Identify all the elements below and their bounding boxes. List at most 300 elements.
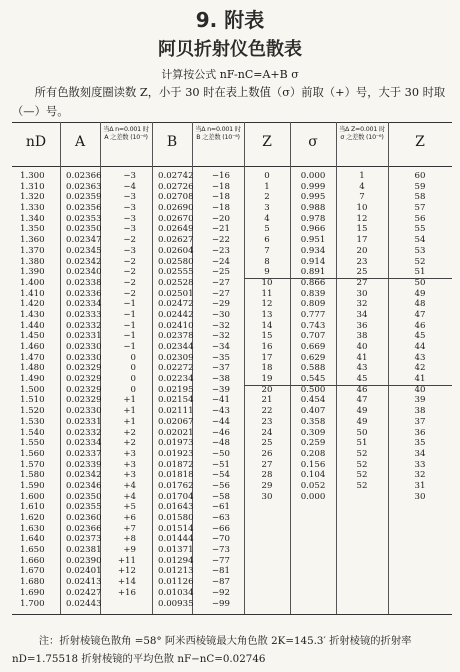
table-cell: −3 <box>123 224 136 235</box>
table-cell: 1.560 <box>20 448 45 459</box>
table-cell: 0.02443 <box>66 598 102 609</box>
table-cell: 0.01973 <box>158 438 194 449</box>
table-cell: 4 <box>264 213 270 224</box>
table-cell: 1.520 <box>20 406 45 417</box>
instruction-text: 所有色散刻度圈读数 Z，小于 30 时在表上数值（σ）前取（+）号，大于 30 时取（—）号。 <box>12 86 446 118</box>
table-cell: 0.999 <box>300 181 326 192</box>
table-cell: +12 <box>117 566 136 577</box>
table-cell: 1.620 <box>20 513 45 523</box>
header-sigma: σ <box>308 134 318 150</box>
table-cell: 49 <box>356 406 368 417</box>
table-cell: 0.02472 <box>158 299 194 310</box>
table-cell: +3 <box>123 470 136 481</box>
table-cell: 29 <box>261 480 273 491</box>
table-cell: 54 <box>414 235 426 246</box>
table-cell: 0.01213 <box>158 566 194 577</box>
table-cell: −32 <box>211 331 230 342</box>
table-cell: 0.02555 <box>158 267 194 278</box>
table-cell: 0.02195 <box>158 384 194 395</box>
table-cell: −34 <box>211 342 230 352</box>
table-cell: 0.02331 <box>66 331 102 342</box>
table-cell: 0.01294 <box>158 555 194 566</box>
table-cell: 1.570 <box>20 459 45 470</box>
table-cell: 0.02742 <box>158 171 194 181</box>
table-cell: 52 <box>414 256 426 267</box>
table-cell: 27 <box>261 459 273 470</box>
table-cell: +8 <box>123 534 136 545</box>
table-cell: 0.891 <box>300 267 326 278</box>
table-cell: 1.470 <box>20 352 45 363</box>
table-cell: 36 <box>414 427 426 438</box>
table-cell: 0.01514 <box>158 523 194 534</box>
table-cell: 0.966 <box>300 224 326 235</box>
table-cell: 0.743 <box>300 320 326 331</box>
table-cell: 0.02329 <box>66 363 102 374</box>
table-cell: −1 <box>123 331 136 342</box>
table-cell: 8 <box>264 256 270 267</box>
table-cell: 0.02413 <box>66 577 102 588</box>
table-cell: 1.670 <box>20 566 45 577</box>
table-cell: −32 <box>211 320 230 331</box>
table-cell: 0.02442 <box>158 309 194 320</box>
table-cell: 60 <box>414 171 426 181</box>
table-cell: −81 <box>211 566 230 577</box>
table-cell: 37 <box>414 416 426 427</box>
table-cell: 0.934 <box>300 245 326 256</box>
table-cell: 0.839 <box>300 288 326 299</box>
table-cell: 0.02342 <box>66 470 102 481</box>
group-separator <box>244 385 452 386</box>
table-cell: 1.390 <box>20 267 45 278</box>
table-cell: 32 <box>356 299 368 310</box>
table-cell: 1.360 <box>20 235 45 246</box>
table-top-rule <box>12 122 452 123</box>
table-cell: 10 <box>356 203 368 214</box>
column-divider <box>60 122 61 614</box>
table-cell: −1 <box>123 320 136 331</box>
table-cell: −30 <box>211 309 230 320</box>
table-cell: 0 <box>130 384 136 395</box>
table-cell: 0.707 <box>300 331 326 342</box>
column-b <box>158 171 192 609</box>
column-divider <box>152 122 153 614</box>
table-cell: 0 <box>130 363 136 374</box>
table-cell: −29 <box>211 299 230 310</box>
table-cell: −23 <box>211 245 230 256</box>
table-cell: 0.669 <box>300 342 326 352</box>
table-cell: 0.02427 <box>66 587 102 598</box>
table-cell: 1.580 <box>20 470 45 481</box>
table-cell: 0.02350 <box>66 224 102 235</box>
table-cell: 0.02501 <box>158 288 194 299</box>
table-cell: 1.530 <box>20 416 45 427</box>
table-cell: +6 <box>123 513 136 523</box>
table-cell: 38 <box>356 331 368 342</box>
table-cell: 1.300 <box>20 171 45 181</box>
table-cell: 1.490 <box>20 374 45 385</box>
table-cell: 1.320 <box>20 192 45 203</box>
table-cell: +1 <box>123 395 136 406</box>
table-cell: 32 <box>414 470 426 481</box>
table-cell: −50 <box>211 448 230 459</box>
table-cell: 0.01580 <box>158 513 194 523</box>
table-cell: −54 <box>211 470 230 481</box>
column-sigma <box>290 171 336 502</box>
table-cell: 1.630 <box>20 523 45 534</box>
table-cell: 25 <box>261 438 273 449</box>
table-cell: 1.370 <box>20 245 45 256</box>
table-cell: 0.02338 <box>66 277 102 288</box>
table-cell: +11 <box>117 555 136 566</box>
table-cell: 1.420 <box>20 299 45 310</box>
table-cell: 49 <box>356 416 368 427</box>
table-cell: −2 <box>123 267 136 278</box>
table-cell: −3 <box>123 213 136 224</box>
table-cell: 0.02344 <box>158 342 194 352</box>
table-cell: +1 <box>123 416 136 427</box>
table-cell: 1.450 <box>20 331 45 342</box>
table-cell: 0.02329 <box>66 395 102 406</box>
table-cell: −3 <box>123 171 136 181</box>
table-cell: 0.777 <box>300 309 326 320</box>
table-cell: 0.951 <box>300 235 326 246</box>
section-title: 9. 附表 <box>195 8 265 32</box>
table-cell: 0.02353 <box>66 213 102 224</box>
table-cell: 38 <box>414 406 426 417</box>
table-cell: 0.01818 <box>158 470 194 481</box>
table-cell: 1.510 <box>20 395 45 406</box>
table-cell: 15 <box>261 331 273 342</box>
table-cell: −1 <box>123 342 136 352</box>
table-cell: +7 <box>123 523 136 534</box>
table-cell: −2 <box>123 256 136 267</box>
table-cell: 0.02111 <box>158 406 194 417</box>
table-cell: 0.02347 <box>66 235 102 246</box>
header-z-complement: Z <box>415 134 425 150</box>
table-cell: 0.104 <box>300 470 326 481</box>
table-cell: +5 <box>123 502 136 513</box>
column-nd <box>20 171 60 609</box>
table-cell: 53 <box>414 245 426 256</box>
table-cell: 0.156 <box>300 459 326 470</box>
table-cell <box>100 599 136 610</box>
table-cell: 28 <box>261 470 273 481</box>
table-cell: 0.02309 <box>158 352 194 363</box>
table-cell: 1.350 <box>20 224 45 235</box>
table-cell: 12 <box>261 299 273 310</box>
footnote: 注：折射棱镜色散角 =58° 阿米西棱镜最大角色散 2K=145.3′ 折射棱镜的折射率 nD=1.75518 折射棱镜的平均色散 nF−nC=0.02746 <box>12 635 412 665</box>
table-cell: 1 <box>359 171 365 181</box>
table-cell: −18 <box>211 203 230 214</box>
table-cell: 56 <box>414 213 426 224</box>
table-cell: 0.02336 <box>66 288 102 299</box>
table-cell: 20 <box>356 245 368 256</box>
table-cell: 0.02356 <box>66 203 102 214</box>
table-cell: 1.480 <box>20 363 45 374</box>
table-cell: 0.000 <box>300 491 326 502</box>
table-cell: +4 <box>123 491 136 502</box>
table-cell: 1.500 <box>20 384 45 395</box>
table-cell: 0.02350 <box>66 491 102 502</box>
table-cell: 0.02366 <box>66 171 102 181</box>
table-cell: −35 <box>211 352 230 363</box>
table-cell: 21 <box>261 395 273 406</box>
table-cell: +1 <box>123 406 136 417</box>
table-cell: −18 <box>211 192 230 203</box>
column-z <box>244 171 290 502</box>
table-cell: 25 <box>356 267 368 278</box>
header-delta-b: 当Δ n=0.001 时 B 之差数 (10⁻⁶) <box>195 126 241 141</box>
table-cell: 41 <box>414 374 426 385</box>
table-cell: −25 <box>211 267 230 278</box>
table-cell: 0.02330 <box>66 406 102 417</box>
table-cell: 55 <box>414 224 426 235</box>
table-cell: 0.02346 <box>66 480 102 491</box>
table-cell: +4 <box>123 480 136 491</box>
table-cell: 0.02359 <box>66 192 102 203</box>
table-cell: 46 <box>414 320 426 331</box>
header-nd: nD <box>25 134 47 150</box>
table-cell: 14 <box>261 320 273 331</box>
header-z: Z <box>262 134 272 150</box>
table-cell: 50 <box>356 427 368 438</box>
table-cell: −16 <box>211 171 230 181</box>
table-cell: 0 <box>130 352 136 363</box>
table-cell: 0.02329 <box>66 374 102 385</box>
table-cell: 0.629 <box>300 352 326 363</box>
table-cell: 0.01034 <box>158 587 194 598</box>
table-cell: 10 <box>261 277 273 288</box>
table-cell: 0.500 <box>300 384 326 395</box>
table-cell: 46 <box>356 384 368 395</box>
table-cell: 45 <box>414 331 426 342</box>
column-delta-sigma <box>336 171 388 492</box>
table-cell: −2 <box>123 288 136 299</box>
table-cell: 0.545 <box>300 374 326 385</box>
table-cell: +9 <box>123 545 136 556</box>
table-cell: 0 <box>264 171 270 181</box>
table-cell: 7 <box>359 192 365 203</box>
table-cell: 33 <box>414 459 426 470</box>
table-cell: −99 <box>211 598 230 609</box>
table-cell: 31 <box>414 480 426 491</box>
table-cell: 0.01762 <box>158 480 194 491</box>
table-cell: 0.02329 <box>66 384 102 395</box>
table-cell: 4 <box>359 181 365 192</box>
table-cell: 48 <box>414 299 426 310</box>
table-cell: 34 <box>414 448 426 459</box>
table-cell: −48 <box>211 438 230 449</box>
table-cell: 0.000 <box>300 171 326 181</box>
table-cell: 0.02528 <box>158 277 194 288</box>
table-cell: 52 <box>356 470 368 481</box>
table-cell: 0.052 <box>300 480 326 491</box>
table-cell: −56 <box>211 480 230 491</box>
table-cell: 40 <box>356 342 368 352</box>
table-cell: 30 <box>261 491 273 502</box>
table-cell: 24 <box>261 427 273 438</box>
column-delta-b <box>192 171 230 609</box>
table-cell: 0.02708 <box>158 192 194 203</box>
table-cell: 0.02333 <box>66 309 102 320</box>
table-cell: 26 <box>261 448 273 459</box>
table-cell: 0.02690 <box>158 203 194 214</box>
table-cell: 0.407 <box>300 406 326 417</box>
table-cell: +2 <box>123 438 136 449</box>
table-cell: 2 <box>264 192 270 203</box>
table-cell: −41 <box>211 395 230 406</box>
table-cell: 15 <box>356 224 368 235</box>
column-a <box>66 171 100 609</box>
table-cell: 1.400 <box>20 277 45 288</box>
table-cell: 0.02330 <box>66 352 102 363</box>
table-cell: 40 <box>414 384 426 395</box>
table-cell: 17 <box>356 235 368 246</box>
table-cell: 0.02339 <box>66 459 102 470</box>
table-cell: 43 <box>356 363 368 374</box>
table-cell: 0.01872 <box>158 459 194 470</box>
table-cell: 11 <box>261 288 273 299</box>
table-cell: 49 <box>414 288 426 299</box>
group-separator <box>244 278 452 279</box>
table-cell: 43 <box>414 352 426 363</box>
table-cell: 23 <box>356 256 368 267</box>
table-cell: 47 <box>414 309 426 320</box>
table-cell: −66 <box>211 523 230 534</box>
table-cell: 51 <box>414 267 426 278</box>
table-cell: 0.01371 <box>158 545 194 556</box>
table-cell: 0.02330 <box>66 342 102 352</box>
header-bottom-rule <box>12 166 452 167</box>
table-cell: 3 <box>264 203 270 214</box>
table-cell: −27 <box>211 277 230 288</box>
table-cell: −37 <box>211 363 230 374</box>
table-cell: −1 <box>123 299 136 310</box>
header-a: A <box>74 134 86 150</box>
table-cell: 0.02363 <box>66 181 102 192</box>
table-cell: 0.02410 <box>158 320 194 331</box>
formula: 计算按公式 nF-nC=A+B σ <box>161 68 299 81</box>
table-cell: 1.590 <box>20 480 45 491</box>
table-cell: 50 <box>414 277 426 288</box>
table-cell: 30 <box>356 288 368 299</box>
table-cell: 0.02401 <box>66 566 102 577</box>
table-cell: 19 <box>261 374 273 385</box>
table-cell: −61 <box>211 502 230 513</box>
table-cell: 51 <box>356 438 368 449</box>
table-cell: 9 <box>264 267 270 278</box>
table-cell: −4 <box>123 181 136 192</box>
table-cell: −2 <box>123 277 136 288</box>
table-cell: 30 <box>414 491 426 502</box>
table-cell: 0.01923 <box>158 448 194 459</box>
table-cell: −24 <box>211 256 230 267</box>
table-cell: 0.358 <box>300 416 326 427</box>
table-cell: 35 <box>414 438 426 449</box>
table-cell: −92 <box>211 587 230 598</box>
table-cell: 0.02381 <box>66 545 102 556</box>
table-cell: 6 <box>264 235 270 246</box>
table-cell: 1.540 <box>20 427 45 438</box>
table-cell: −63 <box>211 513 230 523</box>
table-cell: −46 <box>211 427 230 438</box>
table-cell: −43 <box>211 406 230 417</box>
table-cell: 1.650 <box>20 545 45 556</box>
table-cell: 1.460 <box>20 342 45 352</box>
table-cell: 0.02334 <box>66 438 102 449</box>
table-cell: −51 <box>211 459 230 470</box>
table-cell: 42 <box>414 363 426 374</box>
table-cell: 0.01643 <box>158 502 194 513</box>
table-cell: −27 <box>211 288 230 299</box>
table-cell: 0.02378 <box>158 331 194 342</box>
table-cell: −44 <box>211 416 230 427</box>
table-cell: 0.866 <box>300 277 326 288</box>
table-cell: 36 <box>356 320 368 331</box>
table-cell: 7 <box>264 245 270 256</box>
table-cell: 1.660 <box>20 555 45 566</box>
table-cell: 0.02332 <box>66 427 102 438</box>
table-cell: 0.914 <box>300 256 326 267</box>
table-cell: +3 <box>123 448 136 459</box>
table-cell: 0.02234 <box>158 374 194 385</box>
table-cell: 0.02334 <box>66 299 102 310</box>
column-z-complement <box>388 171 452 502</box>
table-cell: 5 <box>264 224 270 235</box>
table-cell: 52 <box>356 459 368 470</box>
table-cell: 0.02355 <box>66 502 102 513</box>
table-cell: −38 <box>211 374 230 385</box>
table-cell: 0.988 <box>300 203 326 214</box>
table-cell: 1.700 <box>20 598 45 609</box>
table-cell: 41 <box>356 352 368 363</box>
table-cell: −3 <box>123 192 136 203</box>
table-cell: −1 <box>123 309 136 320</box>
table-cell: 1.600 <box>20 491 45 502</box>
table-cell: 44 <box>414 342 426 352</box>
table-cell: −70 <box>211 534 230 545</box>
table-cell: 0.02067 <box>158 416 194 427</box>
table-cell: −21 <box>211 224 230 235</box>
table-cell: 1.330 <box>20 203 45 214</box>
table-cell: 0.259 <box>300 438 326 449</box>
table-cell: 0.208 <box>300 448 326 459</box>
table-cell: −20 <box>211 213 230 224</box>
table-cell: 0.454 <box>300 395 326 406</box>
table-title: 阿贝折射仪色散表 <box>158 39 302 60</box>
table-cell: 0 <box>130 374 136 385</box>
table-cell: 0.02021 <box>158 427 194 438</box>
table-cell: 52 <box>356 480 368 491</box>
table-cell: 1.640 <box>20 534 45 545</box>
column-delta-a <box>100 171 136 609</box>
table-cell: +3 <box>123 459 136 470</box>
header-delta-a: 当Δ n=0.001 时 A 之差数 (10⁻⁶) <box>103 126 149 141</box>
table-cell: 52 <box>356 448 368 459</box>
table-cell: 1.310 <box>20 181 45 192</box>
table-cell: 58 <box>414 192 426 203</box>
table-cell: 12 <box>356 213 368 224</box>
table-cell: +14 <box>117 577 136 588</box>
table-cell: 34 <box>356 309 368 320</box>
table-cell: −58 <box>211 491 230 502</box>
table-cell: 0.02340 <box>66 267 102 278</box>
table-cell: 0.02390 <box>66 555 102 566</box>
table-cell: 0.02331 <box>66 416 102 427</box>
table-cell: 0.588 <box>300 363 326 374</box>
table-cell: −77 <box>211 555 230 566</box>
table-cell: 1.430 <box>20 309 45 320</box>
